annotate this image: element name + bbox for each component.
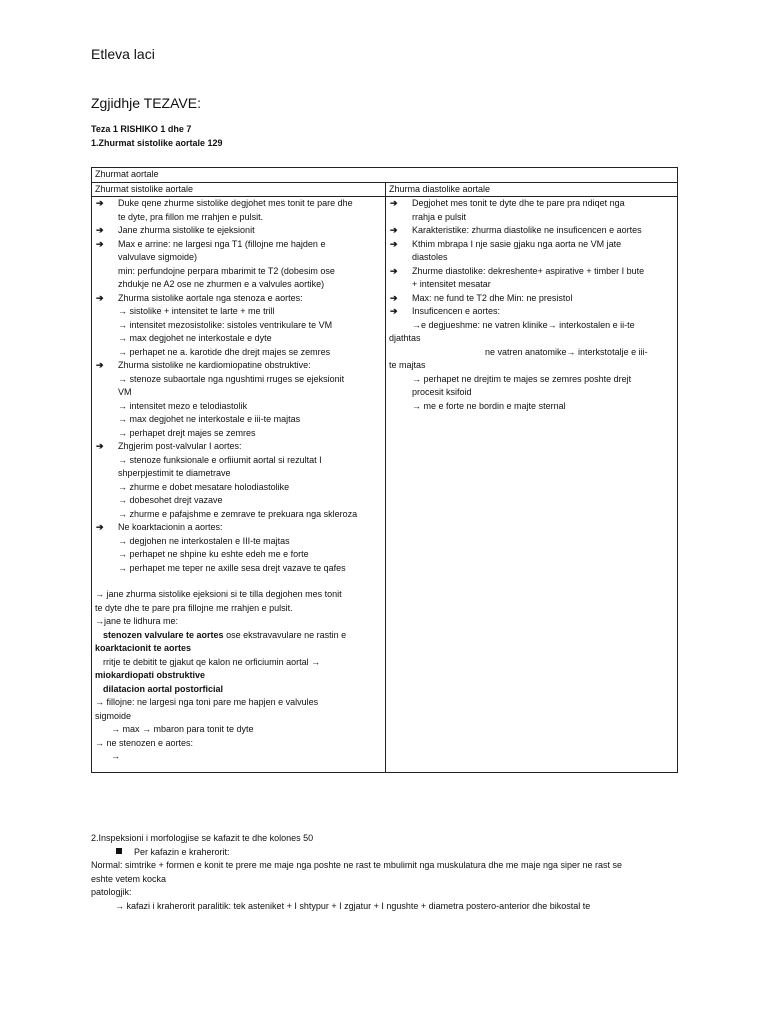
item-text: min: perfundojne perpara mbarimit te T2 (dobesim ose bbox=[118, 265, 335, 276]
list-item bbox=[95, 292, 382, 306]
document-heading: Zgjidhje TEZAVE: bbox=[91, 95, 201, 111]
item-text: valvulave sigmoide) bbox=[118, 252, 198, 262]
arrow-bullet-icon: ➔ bbox=[390, 238, 398, 249]
sub-item: → intensitet mezosistolike: sistoles ventrikulare te VM bbox=[118, 319, 333, 330]
arrow-bullet-icon: ➔ bbox=[96, 522, 104, 532]
arrow-bullet-icon: ➔ bbox=[96, 441, 104, 451]
list-item bbox=[389, 305, 674, 319]
paragraph-line: te dyte dhe te pare pra fillojne me rrahjen e pulsit. bbox=[95, 602, 293, 613]
aortic-murmurs-table bbox=[91, 167, 678, 773]
list-item bbox=[389, 292, 674, 306]
bold-term: stenozen valvulare te aortes bbox=[103, 629, 224, 640]
thesis-title: Teza 1 RISHIKO 1 dhe 7 bbox=[91, 124, 192, 134]
item-text: Zhurme diastolike: dekreshente+ aspirative + timber I bute bbox=[412, 265, 645, 276]
paragraph-line: rritje te debitit te gjakut qe kalon ne orficiumin aortal → bbox=[103, 656, 321, 667]
section-2 bbox=[91, 832, 681, 913]
sub-item: VM bbox=[118, 387, 132, 397]
item-text: Degjohet mes tonit te dyte dhe te pare pra ndiqet nga bbox=[412, 198, 625, 208]
sub-item: →e degjueshme: ne vatren klinike→ interkostalen e ii-te bbox=[412, 319, 635, 330]
item-text: + intensitet mesatar bbox=[412, 279, 491, 289]
paragraph-line: → jane zhurma sistolike ejeksioni si te tilla degjohen mes tonit bbox=[95, 589, 342, 599]
sub-item: → perhapet drejt majes se zemres bbox=[118, 427, 256, 438]
bold-term: koarktacionit te aortes bbox=[95, 643, 192, 653]
arrow-bullet-icon: ➔ bbox=[390, 225, 398, 235]
sub-item: → perhapet ne drejtim te majes se zemres poshte drejt bbox=[412, 373, 632, 384]
paragraph-line: → bbox=[111, 751, 120, 761]
sub-item: procesit ksifoid bbox=[412, 387, 472, 397]
topic-title: 1.Zhurmat sistolike aortale 129 bbox=[91, 138, 223, 148]
arrow-bullet-icon: ➔ bbox=[96, 225, 104, 235]
sub-item: → max degjohet ne interkostale e iii-te majtas bbox=[118, 414, 301, 424]
paragraph-line: → ne stenozen e aortes: bbox=[95, 737, 194, 748]
systolic-column bbox=[92, 197, 386, 773]
list-item bbox=[389, 197, 674, 224]
paragraph-line: → max → mbaron para tonit te dyte bbox=[111, 724, 254, 734]
sub-item: → sistolike + intensitet te larte + me trill bbox=[118, 306, 275, 316]
sub-item: shperpjestimit te diametrave bbox=[118, 468, 231, 478]
sub-item: → stenoze subaortale nga ngushtimi rruges se ejeksionit bbox=[118, 373, 345, 384]
item-text: Max e arrine: ne largesi nga T1 (fillojne me hajden e bbox=[118, 238, 326, 249]
table-header-row bbox=[92, 182, 678, 197]
list-item bbox=[389, 224, 674, 238]
sub-item: → max degjohet ne interkostale e dyte bbox=[118, 333, 272, 343]
item-text: diastoles bbox=[412, 252, 448, 262]
item-text: Insuficencen e aortes: bbox=[412, 306, 501, 316]
sub-item: → me e forte ne bordin e majte sternal bbox=[412, 400, 566, 411]
paragraph-line: patologjik: bbox=[91, 887, 132, 897]
item-text: rrahja e pulsit bbox=[412, 211, 467, 222]
bold-term: miokardiopati obstruktive bbox=[95, 670, 206, 680]
arrow-bullet-icon: ➔ bbox=[96, 292, 104, 303]
square-bullet-icon bbox=[116, 848, 122, 854]
sub-item: → degjohen ne interkostalen e III-te majtas bbox=[118, 535, 290, 546]
arrow-bullet-icon: ➔ bbox=[96, 198, 104, 208]
author-name: Etleva laci bbox=[91, 46, 155, 62]
arrow-bullet-icon: ➔ bbox=[390, 306, 398, 316]
item-text: te dyte, pra fillon me rrahjen e pulsit. bbox=[118, 211, 264, 222]
paragraph-line: → fillojne: ne largesi nga toni pare me hapjen e valvules bbox=[95, 697, 319, 707]
item-text: zhdukje ne A2 ose ne zhurmen e a valvules aortike) bbox=[118, 279, 325, 289]
table-content-row bbox=[92, 197, 678, 773]
paragraph-line: eshte vetem kocka bbox=[91, 873, 167, 884]
item-text: Per kafazin e kraherorit: bbox=[134, 846, 230, 857]
item-text: Max: ne fund te T2 dhe Min: ne presistol bbox=[412, 292, 573, 303]
list-item bbox=[389, 265, 674, 292]
paragraph-line: → kafazi i kraherorit paralitik: tek asteniket + I shtypur + I zgjatur + I ngushte + diametra postero-anterior dhe bikostal te bbox=[115, 900, 591, 911]
item-text: Duke qene zhurme sistolike degjohet mes tonit te pare dhe bbox=[118, 198, 353, 208]
arrow-bullet-icon: ➔ bbox=[96, 238, 104, 249]
list-item bbox=[95, 238, 382, 292]
arrow-bullet-icon: ➔ bbox=[390, 265, 398, 276]
list-item bbox=[95, 197, 382, 224]
list-item bbox=[91, 846, 681, 860]
table-title-row bbox=[92, 168, 678, 183]
sub-item: → perhapet me teper ne axille sesa drejt vazave te qafes bbox=[118, 562, 346, 573]
item-text: Jane zhurma sistolike te ejeksionit bbox=[118, 225, 255, 235]
column-header-systolic: Zhurmat sistolike aortale bbox=[92, 182, 386, 197]
paragraph-line: sigmoide bbox=[95, 710, 132, 721]
list-item bbox=[95, 359, 382, 373]
item-text: Zhgjerim post-valvular I aortes: bbox=[118, 441, 242, 451]
sub-item: → zhurme e pafajshme e zemrave te prekuara nga skleroza bbox=[118, 508, 358, 519]
item-text: Zhurma sistolike ne kardiomiopatine obstruktive: bbox=[118, 360, 311, 370]
arrow-bullet-icon: ➔ bbox=[390, 292, 398, 303]
sub-item: ne vatren anatomike→ interkstotalje e iii- bbox=[485, 346, 648, 357]
table-title: Zhurmat aortale bbox=[92, 168, 678, 183]
sub-item: → perhapet ne shpine ku eshte edeh me e forte bbox=[118, 549, 309, 559]
item-text: ose ekstravavulare ne rastin e bbox=[223, 629, 347, 640]
diastolic-column bbox=[386, 197, 678, 773]
section-title: 2.Inspeksioni i morfologjise se kafazit te dhe kolones 50 bbox=[91, 833, 314, 843]
sub-item: te majtas bbox=[389, 360, 426, 370]
arrow-bullet-icon: ➔ bbox=[96, 360, 104, 370]
paragraph-line: Normal: simtrike + formen e konit te prere me maje nga poshte ne rast te mbulimit nga muskulatura dhe me maje nga siper ne rast se bbox=[91, 860, 622, 870]
paragraph-line: →jane te lidhura me: bbox=[95, 616, 179, 626]
column-header-diastolic: Zhurma diastolike aortale bbox=[386, 182, 678, 197]
paragraph-line bbox=[95, 629, 382, 643]
sub-item: djathtas bbox=[389, 333, 421, 343]
sub-item: → intensitet mezo e telodiastolik bbox=[118, 400, 248, 411]
list-item bbox=[95, 440, 382, 454]
arrow-bullet-icon: ➔ bbox=[390, 198, 398, 208]
list-item bbox=[95, 521, 382, 535]
sub-item: → dobesohet drejt vazave bbox=[118, 495, 223, 505]
item-text: Kthim mbrapa I nje sasie gjaku nga aorta ne VM jate bbox=[412, 238, 622, 249]
sub-item: → stenoze funksionale e orfiiumit aortal si rezultat I bbox=[118, 454, 322, 465]
item-text: Ne koarktacionin a aortes: bbox=[118, 522, 223, 532]
list-item bbox=[95, 224, 382, 238]
sub-item: → perhapet ne a. karotide dhe drejt majes se zemres bbox=[118, 346, 331, 357]
bold-term: dilatacion aortal postorficial bbox=[103, 683, 224, 694]
item-text: Zhurma sistolike aortale nga stenoza e aortes: bbox=[118, 292, 303, 303]
item-text: Karakteristike: zhurma diastolike ne insuficencen e aortes bbox=[412, 225, 642, 235]
list-item bbox=[389, 238, 674, 265]
sub-item: → zhurme e dobet mesatare holodiastolike bbox=[118, 481, 290, 492]
